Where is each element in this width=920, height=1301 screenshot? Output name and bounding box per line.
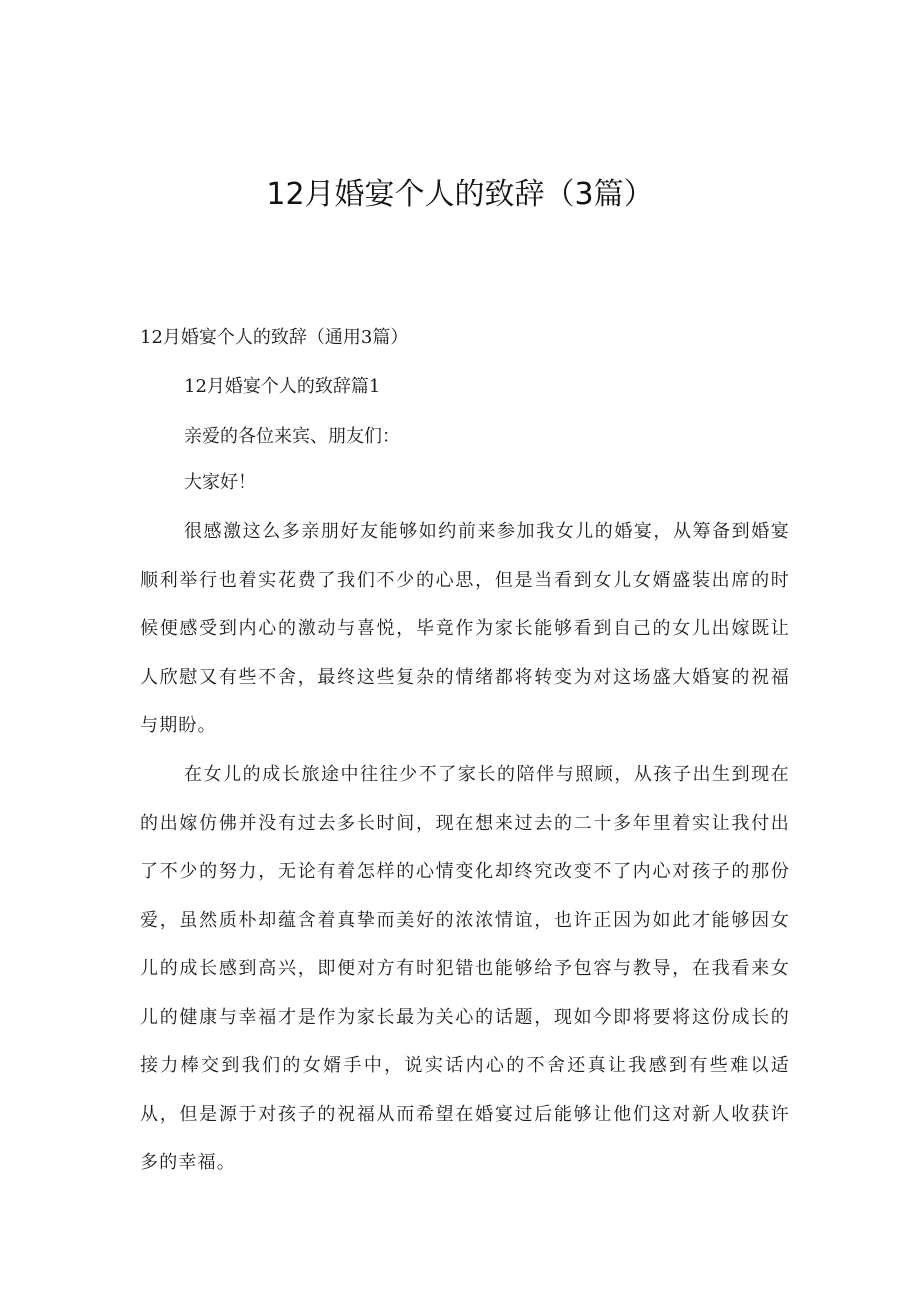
paragraph-1: 很感激这么多亲朋好友能够如约前来参加我女儿的婚宴，从筹备到婚宴顺利举行也着实花费了我们不少的心思，但是当看到女儿女婿盛装出席的时候便感受到内心的激动与喜悦，毕竟作为家长能够看到自己的女儿出嫁既让人欣慰又有些不舍，最终这些复杂的情绪都将转变为对这场盛大婚宴的祝福与期盼。 [140, 521, 790, 736]
paragraph-2: 在女儿的成长旅途中往往少不了家长的陪伴与照顾，从孩子出生到现在的出嫁仿佛并没有过去多长时间，现在想来过去的二十多年里着实让我付出了不少的努力，无论有着怎样的心情变化却终究改变不了内心对孩子的那份爱，虽然质朴却蕴含着真挚而美好的浓浓情谊，也许正因为如此才能够因女儿的成长感到高兴，即便对方有时犯错也能够给予包容与教导，在我看来女儿的健康与幸福才是作为家长最为关心的话题，现如今即将要将这份成长的接力棒交到我们的女婿手中，说实话内心的不舍还真让我感到有些难以适从，但是源于对孩子的祝福从而希望在婚宴过后能够让他们这对新人收获许多的幸福。 [140, 764, 790, 1173]
section-heading: 12月婚宴个人的致辞篇1 [184, 376, 381, 397]
document-subtitle: 12月婚宴个人的致辞（通用3篇） [140, 327, 409, 348]
document-title: 12月婚宴个人的致辞（3篇） [266, 177, 654, 212]
salutation: 亲爱的各位来宾、朋友们： [184, 426, 400, 447]
greeting: 大家好！ [184, 472, 256, 493]
